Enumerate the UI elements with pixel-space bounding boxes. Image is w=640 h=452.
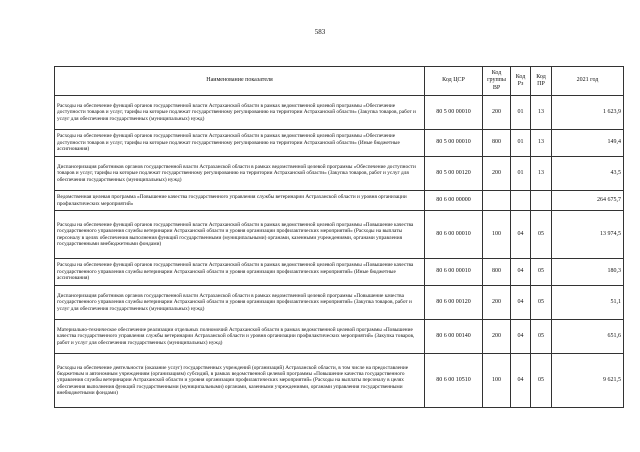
row-name: Расходы на обеспечение функций органов государственной власти Астраханской области в рамках ведомственной целевой программы «Повышение качества государственного управления службы ветеринарии Астраханской области и уровня организации профилактических мероприятий» (Расходы на выплаты персоналу в целях обеспечения выполнения функций государственными (муниципальными) органами, казенными учреждениями, органами управления государственными внебюджетными фондами) — [55, 211, 425, 259]
row-vr — [483, 191, 511, 211]
row-name: Материально-техническое обеспечение реализации отдельных полномочий Астраханской области в рамках ведомственной целевой программы «Повышение качества государственного управления службы ветеринарии Астраханской области и уровня организации профилактических мероприятий» (Закупка товаров, работ и услуг для обеспечения государственных (муниципальных) нужд) — [55, 320, 425, 354]
row-pr — [531, 191, 552, 211]
row-pr: 05 — [531, 259, 552, 286]
table-row — [55, 259, 624, 286]
row-rz: 01 — [511, 130, 531, 157]
header-pr: Код ПР — [531, 67, 552, 96]
row-vr: 200 — [483, 320, 511, 354]
row-csr: 80 5 00 00010 — [425, 96, 483, 130]
row-name: Диспансеризация работников органов государственной власти Астраханской области в рамках ведомственной целевой программы «Повышение качества государственного управления службы ветеринарии Астраханской области и уровня организации профилактических мероприятий» (Закупка товаров, работ и услуг для обеспечения государственных (муниципальных) нужд) — [55, 286, 425, 320]
table-row — [55, 191, 624, 211]
row-pr: 05 — [531, 320, 552, 354]
row-amount: 13 974,5 — [552, 211, 624, 259]
row-rz: 04 — [511, 286, 531, 320]
row-vr: 100 — [483, 211, 511, 259]
row-name: Ведомственная целевая программа «Повышение качества государственного управления службы ветеринарии Астраханской области и уровня организации профилактических мероприятий» — [55, 191, 425, 211]
row-vr: 200 — [483, 96, 511, 130]
row-amount: 180,3 — [552, 259, 624, 286]
row-amount: 43,5 — [552, 157, 624, 191]
header-name: Наименование показателя — [55, 67, 425, 96]
header-vr: Код группы ВР — [483, 67, 511, 96]
row-vr: 800 — [483, 259, 511, 286]
row-amount: 149,4 — [552, 130, 624, 157]
table-row — [55, 211, 624, 259]
row-csr: 80 5 00 00120 — [425, 157, 483, 191]
row-rz: 04 — [511, 259, 531, 286]
row-rz: 01 — [511, 96, 531, 130]
row-name: Расходы на обеспечение функций органов государственной власти Астраханской области в рамках ведомственной целевой программы «Обеспечение доступности товаров и услуг, тарифы на которые подлежат государственному регулированию на территории Астраханской области» (Иные бюджетные ассигнования) — [55, 130, 425, 157]
row-pr: 13 — [531, 157, 552, 191]
row-pr: 05 — [531, 211, 552, 259]
row-vr: 200 — [483, 157, 511, 191]
row-amount: 9 621,5 — [552, 354, 624, 408]
row-pr: 05 — [531, 354, 552, 408]
row-rz: 04 — [511, 354, 531, 408]
row-name: Расходы на обеспечение функций органов государственной власти Астраханской области в рамках ведомственной целевой программы «Повышение качества государственного управления службы ветеринарии Астраханской области и уровня организации профилактических мероприятий» (Иные бюджетные ассигнования) — [55, 259, 425, 286]
row-name: Диспансеризация работников органов государственной власти Астраханской области в рамках ведомственной целевой программы «Обеспечение доступности товаров и услуг, тарифы на которые подлежат государственному регулированию на территории Астраханской области» (Закупка товаров, работ и услуг для обеспечения государственных (муниципальных) нужд) — [55, 157, 425, 191]
row-rz: 04 — [511, 211, 531, 259]
row-csr: 80 6 00 10510 — [425, 354, 483, 408]
page-number: 583 — [314, 28, 326, 36]
row-vr: 200 — [483, 286, 511, 320]
row-csr: 80 6 00 00010 — [425, 211, 483, 259]
row-pr: 13 — [531, 130, 552, 157]
row-name: Расходы на обеспечение функций органов государственной власти Астраханской области в рамках ведомственной целевой программы «Обеспечение доступности товаров и услуг, тарифы на которые подлежат государственному регулированию на территории Астраханской области» (Закупка товаров, работ и услуг для обеспечения государственных (муниципальных) нужд) — [55, 96, 425, 130]
row-amount: 51,1 — [552, 286, 624, 320]
row-csr: 80 5 00 00010 — [425, 130, 483, 157]
row-rz: 01 — [511, 157, 531, 191]
header-year: 2021 год — [552, 67, 624, 96]
row-amount: 651,6 — [552, 320, 624, 354]
row-vr: 100 — [483, 354, 511, 408]
row-csr: 80 6 00 00120 — [425, 286, 483, 320]
row-csr: 80 6 00 00010 — [425, 259, 483, 286]
table-row — [55, 157, 624, 191]
row-csr: 80 6 00 00140 — [425, 320, 483, 354]
table-row — [55, 96, 624, 130]
row-pr: 13 — [531, 96, 552, 130]
row-amount: 264 675,7 — [552, 191, 624, 211]
header-rz: Код Рз — [511, 67, 531, 96]
row-rz — [511, 191, 531, 211]
row-vr: 800 — [483, 130, 511, 157]
table-header-row — [55, 67, 624, 96]
row-name: Расходы на обеспечение деятельности (оказание услуг) государственных учреждений (организаций) Астраханской области, в том числе на предоставление бюджетным и автономным учреждениям (организациям) субсидий, в рамках ведомственной целевой программы «Повышение качества государственного управления службы ветеринарии Астраханской области и уровня организации профилактических мероприятий» (Расходы на выплаты персоналу в целях обеспечения выполнения функций государственными (муниципальными) органами, казенными учреждениями, органами управления государственными внебюджетными фондами) — [55, 354, 425, 408]
table-row — [55, 354, 624, 408]
row-pr: 05 — [531, 286, 552, 320]
row-csr: 80 6 00 00000 — [425, 191, 483, 211]
row-rz: 04 — [511, 320, 531, 354]
row-amount: 1 623,9 — [552, 96, 624, 130]
table-row — [55, 320, 624, 354]
table-row — [55, 286, 624, 320]
budget-table — [54, 66, 624, 408]
header-csr: Код ЦСР — [425, 67, 483, 96]
table-row — [55, 130, 624, 157]
